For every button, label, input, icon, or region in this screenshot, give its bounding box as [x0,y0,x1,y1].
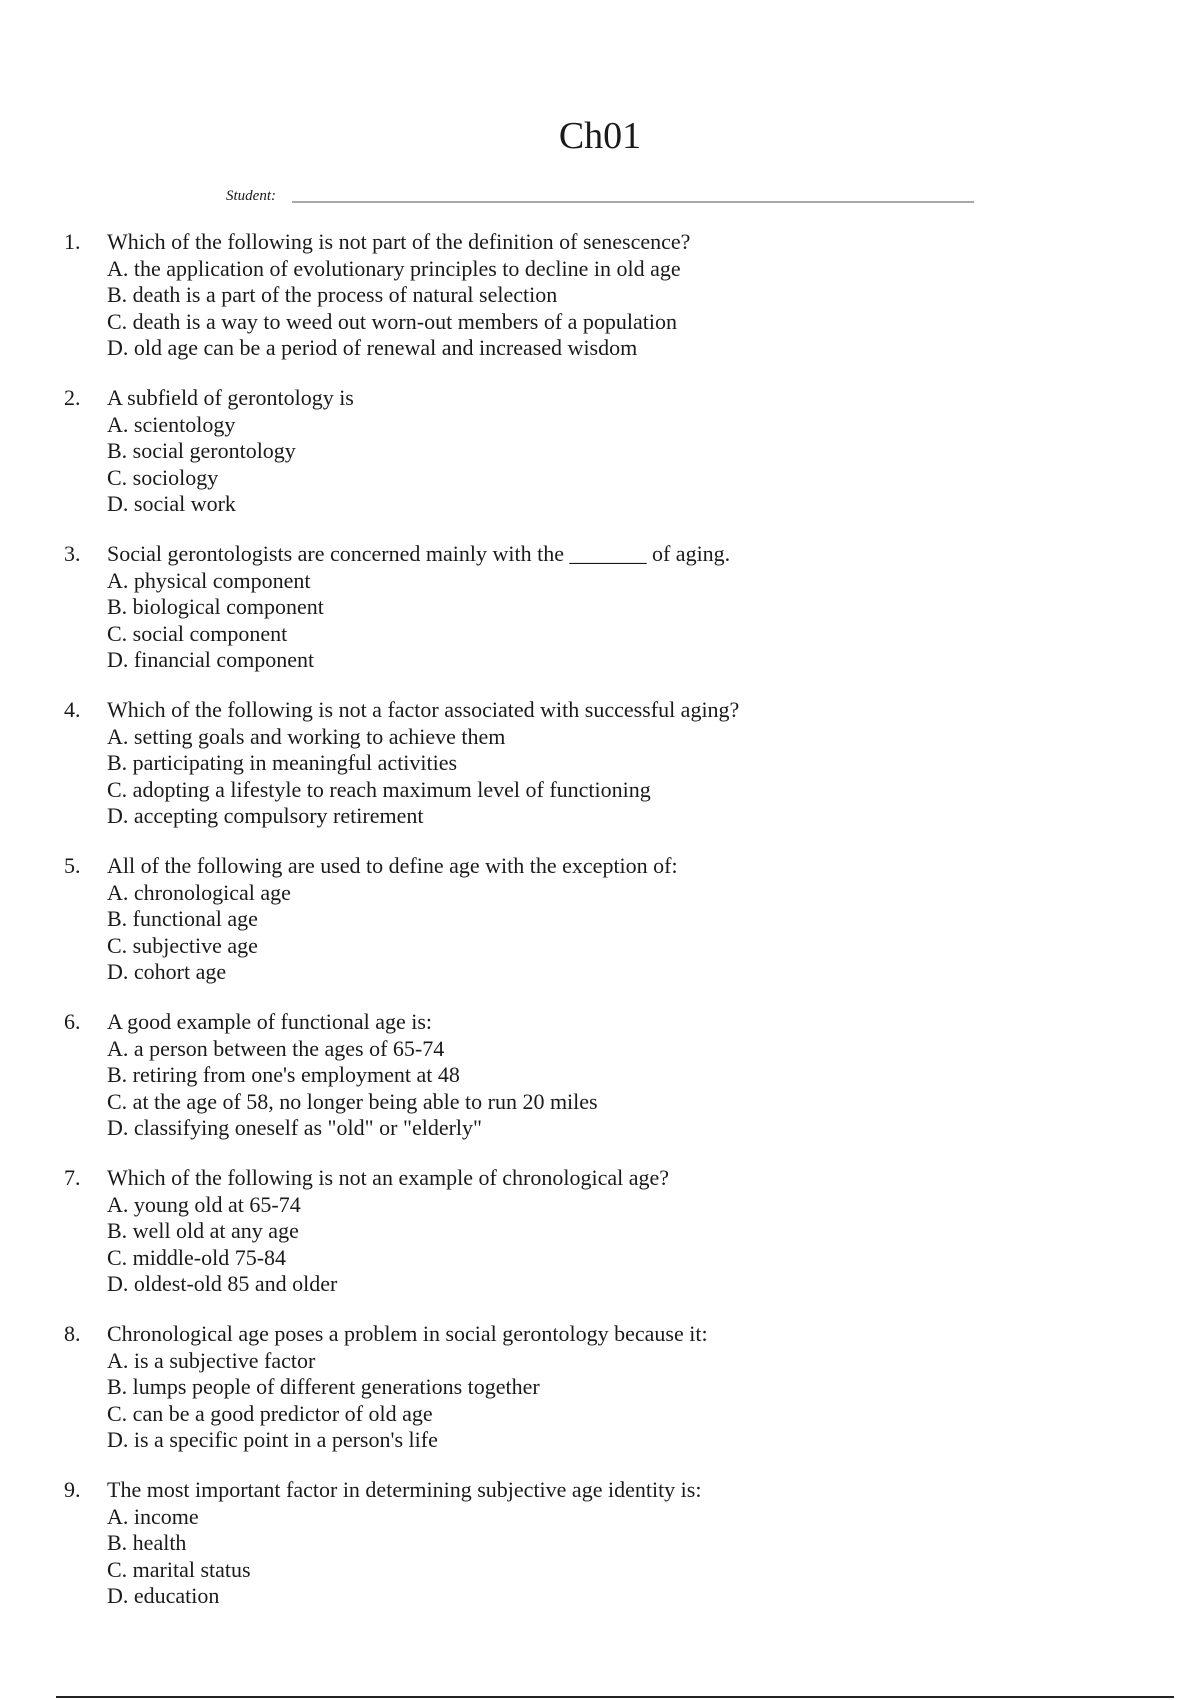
answer-options [107,880,291,986]
option-b: B. social gerontology [107,438,296,464]
option-b: B. participating in meaningful activities [107,750,458,776]
option-a: A. income [107,1503,199,1529]
question-list [64,229,1144,1633]
page-bottom-rule [56,1696,1174,1698]
option-c: C. can be a good predictor of old age [107,1400,433,1426]
question-number: 8. [64,1321,81,1346]
question-5 [64,853,1144,1009]
answer-options [107,256,681,362]
question-text: Which of the following is not an example of chronological age? [107,1165,670,1190]
option-d: D. old age can be a period of renewal and increased wisdom [107,335,638,361]
option-d: D. accepting compulsory retirement [107,803,424,829]
option-d: D. is a specific point in a person's life [107,1427,438,1453]
question-number: 5. [64,853,81,878]
question-1 [64,229,1144,385]
question-6 [64,1009,1144,1165]
option-b: B. functional age [107,906,258,932]
option-d: D. classifying oneself as "old" or "elderly" [107,1115,482,1141]
answer-options [107,568,324,674]
option-c: C. sociology [107,464,219,490]
answer-options [107,1504,251,1610]
question-2 [64,385,1144,541]
question-text: Chronological age poses a problem in social gerontology because it: [107,1321,708,1346]
answer-options [107,724,651,830]
option-a: A. a person between the ages of 65-74 [107,1035,445,1061]
option-c: C. adopting a lifestyle to reach maximum level of functioning [107,776,651,802]
option-d: D. oldest-old 85 and older [107,1271,338,1297]
option-b: B. health [107,1530,187,1556]
question-text: Which of the following is not a factor associated with successful aging? [107,697,740,722]
question-number: 1. [64,229,81,254]
page-title: Ch01 [558,115,642,157]
question-number: 9. [64,1477,81,1502]
question-number: 6. [64,1009,81,1034]
option-a: A. young old at 65-74 [107,1191,301,1217]
question-text: All of the following are used to define age with the exception of: [107,853,678,878]
option-c: C. at the age of 58, no longer being able to run 20 miles [107,1088,598,1114]
option-d: D. cohort age [107,959,227,985]
question-text: The most important factor in determining subjective age identity is: [107,1477,702,1502]
option-d: D. financial component [107,647,315,673]
option-c: C. middle-old 75-84 [107,1244,287,1270]
option-b: B. death is a part of the process of natural selection [107,282,558,308]
answer-options [107,412,296,518]
student-label: Student: [226,188,276,204]
student-name-line [292,201,974,203]
question-8 [64,1321,1144,1477]
option-b: B. well old at any age [107,1218,299,1244]
answer-options [107,1192,337,1298]
option-a: A. physical component [107,567,311,593]
answer-options [107,1348,540,1454]
option-a: A. chronological age [107,879,291,905]
option-b: B. biological component [107,594,324,620]
question-number: 2. [64,385,81,410]
option-c: C. subjective age [107,932,258,958]
question-text: Social gerontologists are concerned mainly with the _______ of aging. [107,541,731,566]
option-c: C. marital status [107,1556,251,1582]
question-text: Which of the following is not part of the definition of senescence? [107,229,691,254]
option-a: A. scientology [107,411,236,437]
question-number: 3. [64,541,81,566]
answer-options [107,1036,598,1142]
option-a: A. is a subjective factor [107,1347,316,1373]
question-3 [64,541,1144,697]
question-7 [64,1165,1144,1321]
question-4 [64,697,1144,853]
option-b: B. lumps people of different generations together [107,1374,540,1400]
option-c: C. social component [107,620,288,646]
option-a: A. setting goals and working to achieve them [107,723,506,749]
question-9 [64,1477,1144,1633]
option-d: D. social work [107,491,236,517]
question-text: A subfield of gerontology is [107,385,354,410]
option-c: C. death is a way to weed out worn-out members of a population [107,308,678,334]
student-field [226,184,974,208]
option-b: B. retiring from one's employment at 48 [107,1062,460,1088]
question-text: A good example of functional age is: [107,1009,433,1034]
option-a: A. the application of evolutionary principles to decline in old age [107,255,681,281]
option-d: D. education [107,1583,220,1609]
question-number: 7. [64,1165,81,1190]
question-number: 4. [64,697,81,722]
